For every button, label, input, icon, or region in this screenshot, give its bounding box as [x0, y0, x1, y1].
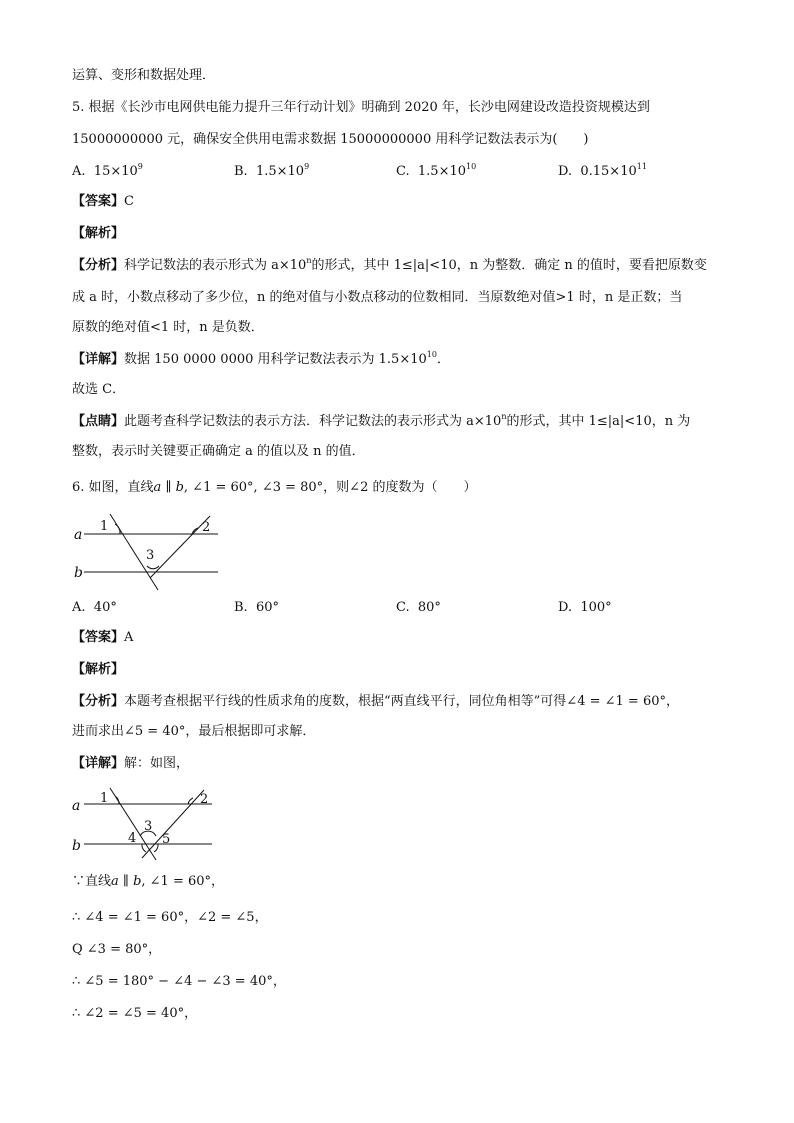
q6-figure-parallel-lines — [72, 506, 232, 596]
q5-answer: 【答案】C — [72, 194, 134, 209]
q5-stem-line1: 5. 根据《长沙市电网供电能力提升三年行动计划》明确到 2020 年，长沙电网建设改造投资规模达到 — [72, 100, 650, 115]
fig2-angle-4: 4 — [128, 831, 137, 846]
transversal-right — [150, 516, 210, 578]
q5-dianjing-line1: 【点睛】此题考查科学记数法的表示方法．科学记数法的表示形式为 $a\times 10^n$的形式，其中 1≤|a|<10，n 为 — [72, 412, 691, 429]
fig1-angle-3: 3 — [146, 548, 155, 563]
q6-step2: ∴ ∠4 = ∠1 = 60°，∠2 = ∠5， — [72, 910, 268, 925]
fig2-angle-2: 2 — [200, 792, 209, 807]
q5-fenxi-line1: 【分析】科学记数法的表示形式为 $a\times 10^n$的形式，其中 1≤|a|<10，n 为整数．确定 n 的值时，要看把原数变 — [72, 256, 707, 273]
fig1-label-b: b — [74, 565, 83, 581]
answer-tag: 【答案】 — [72, 194, 125, 209]
q6-jiexi: 【解析】 — [72, 662, 125, 677]
q6-step3: Q ∠3 = 80°， — [72, 942, 162, 957]
q6-figure-solution — [72, 784, 232, 864]
q6-fenxi-line2: 进而求出∠5 = 40°，最后根据即可求解． — [72, 724, 316, 739]
fig2-label-b: b — [72, 838, 81, 854]
q6-fenxi-line1: 【分析】本题考查根据平行线的性质求角的度数，根据“两直线平行，同位角相等”可得∠4 = ∠1 = 60°， — [72, 694, 679, 709]
q6-step1: ∵直线a ∥ b, ∠1 = 60°， — [72, 874, 225, 889]
q6-option-a: A. 40° — [72, 600, 117, 615]
q6-option-d: D. 100° — [558, 600, 612, 615]
q5-stem-line2: 15000000000 元，确保安全供用电需求数据 15000000000 用科学记数法表示为( ) — [72, 132, 589, 147]
q6-xiangjie: 【详解】解：如图， — [72, 756, 190, 771]
q6-stem: 6. 如图，直线a ∥ b, ∠1 = 60°, ∠3 = 80°，则∠2 的度数为（ ） — [72, 480, 477, 495]
q6-step4: ∴ ∠5 = 180° − ∠4 − ∠3 = 40°， — [72, 974, 286, 989]
q5-xiangjie: 【详解】数据 150 0000 0000 用科学记数法表示为 $1.5\times 10^{10}$． — [72, 350, 450, 367]
q5-fenxi-line2: 成 a 时，小数点移动了多少位，n 的绝对值与小数点移动的位数相同．当原数绝对值>1 时，n 是正数；当 — [72, 290, 683, 305]
fig2-angle-5: 5 — [162, 832, 171, 847]
fig2-angle-1: 1 — [100, 791, 109, 806]
q5-guxuan: 故选 C． — [72, 382, 126, 397]
q5-dianjing-line2: 整数，表示时关键要正确确定 a 的值以及 n 的值． — [72, 444, 365, 459]
q6-answer: 【答案】A — [72, 630, 134, 645]
fig1-angle-1: 1 — [100, 519, 109, 534]
fig1-label-a: a — [74, 527, 83, 543]
fig1-angle-2: 2 — [202, 520, 211, 535]
q6-option-b: B. 60° — [234, 600, 279, 615]
intro-line: 运算、变形和数据处理． — [72, 68, 216, 83]
q6-step5: ∴ ∠2 = ∠5 = 40°， — [72, 1006, 198, 1021]
q5-option-d: D. $0.15\times 10^{11}$ — [558, 162, 647, 179]
q5-fenxi-line3: 原数的绝对值<1 时，n 是负数． — [72, 320, 264, 335]
q5-option-a: A. $15\times 10^9$ — [72, 162, 143, 179]
angle-1-arc — [115, 524, 120, 534]
q5-option-c: C. $1.5\times 10^{10}$ — [396, 162, 477, 179]
fig2-label-a: a — [72, 798, 81, 814]
angle-5-arc — [154, 844, 158, 852]
angle-3-arc — [147, 566, 159, 569]
q5-jiexi: 【解析】 — [72, 226, 125, 241]
fig2-angle-3: 3 — [144, 819, 153, 834]
q6-option-c: C. 80° — [396, 600, 441, 615]
angle-4-arc — [142, 844, 146, 852]
q5-option-b: B. $1.5\times 10^9$ — [234, 162, 310, 179]
